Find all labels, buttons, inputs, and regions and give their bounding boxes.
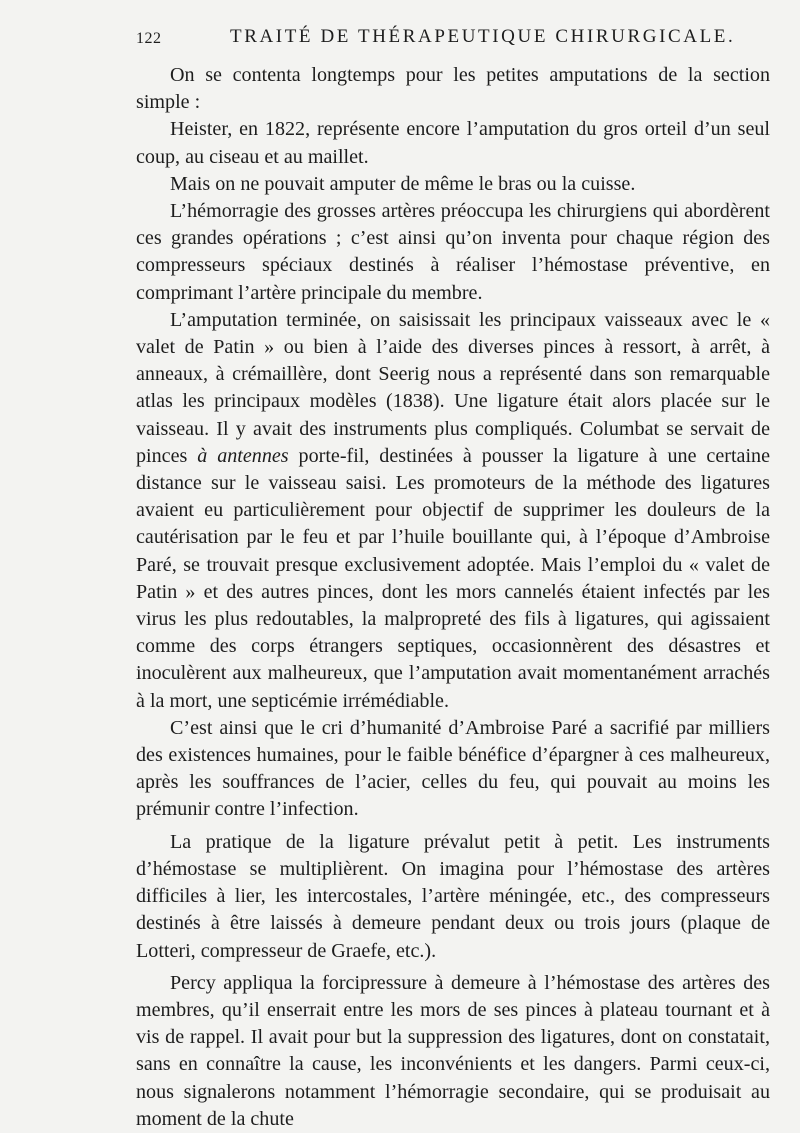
paragraph-percy: Percy appliqua la forcipressure à demeure à l’hémostase des artères des membres, qu’il enserrait entre les mors de ses pinces à plateau tournant et à vis de rappel. Il avait pour but la suppression des ligatures, dont on constatait, sans en connaître la cause, les inconvénients et les dangers. Parmi ceux-ci, nous signalerons notamment l’hémorragie secondaire, qui se produisait au moment de la chute: [136, 971, 770, 1130]
italic-term: à antennes: [197, 444, 289, 467]
paragraph-ambroise-pare: C’est ainsi que le cri d’humanité d’Ambroise Paré a sacrifié par milliers des existences humaines, pour le faible bénéfice d’épargner à ces malheureux, après les souffrances de l’acier, celles du feu, qui pouvait au moins les prémunir contre l’infection.: [136, 716, 770, 821]
paragraph-pratique-ligature: La pratique de la ligature prévalut petit à petit. Les instruments d’hémostase se multiplièrent. On imagina pour l’hémostase des artères difficiles à lier, les intercostales, l’artère méningée, etc., des compresseurs destinés à être laissés à demeure pendant deux ou trois jours (plaque de Lotteri, compresseur de Graefe, etc.).: [136, 830, 770, 962]
page-header: [0, 22, 800, 52]
paragraph-heister: Heister, en 1822, représente encore l’amputation du gros orteil d’un seul coup, au ciseau et au maillet.: [136, 118, 770, 168]
paragraph-hemorragie: L’hémorragie des grosses artères préoccupa les chirurgiens qui abordèrent ces grandes opérations ; c’est ainsi qu’on inventa pour chaque région des compresseurs spéciaux destinés à réaliser l’hémostase préventive, en comprimant l’artère principale du membre.: [136, 200, 770, 304]
paragraph-section-simple: On se contenta longtemps pour les petites amputations de la section simple :: [136, 64, 770, 114]
paragraph-text-part: L’amputation terminée, on saisissait les principaux vaisseaux avec le « valet de Patin » ou bien à l’aide des diverses pinces à ressort, à arrêt, à anneaux, à crémaillère, dont Seerig nous a représenté dans son remarquable atlas les principaux modèles (1838). Une ligature était alors placée sur le vaisseau. Il y avait des instruments plus compliqués. Columbat se servait de pinces: [136, 308, 770, 467]
paragraph-text-part: porte-fil, destinées à pousser la ligature à une certaine distance sur le vaisseau saisi. Les promoteurs de la méthode des ligatures avaient eu particulièrement pour objectif de supprimer les douleurs de la cautérisation par le feu et par l’huile bouillante qui, à l’époque d’Ambroise Paré, se trouvait presque exclusivement adoptée. Mais l’emploi du « valet de Patin » et des autres pinces, dont les mors cannelés étaient infectés par les virus les plus redoutables, la malpropreté des fils à ligatures, qui agissaient comme des corps étrangers septiques, occasionnèrent des désastres et inoculèrent aux malheureux, que l’amputation avait momentanément arrachés à la mort, une septicémie irrémédiable.: [136, 444, 771, 712]
running-title: TRAITÉ DE THÉRAPEUTIQUE CHIRURGICALE.: [230, 26, 736, 47]
body-text: [136, 62, 770, 1133]
paragraph-amputation-terminee: [136, 307, 770, 715]
paragraph-bras-cuisse: Mais on ne pouvait amputer de même le bras ou la cuisse.: [170, 172, 636, 195]
page-number: 122: [136, 30, 162, 47]
